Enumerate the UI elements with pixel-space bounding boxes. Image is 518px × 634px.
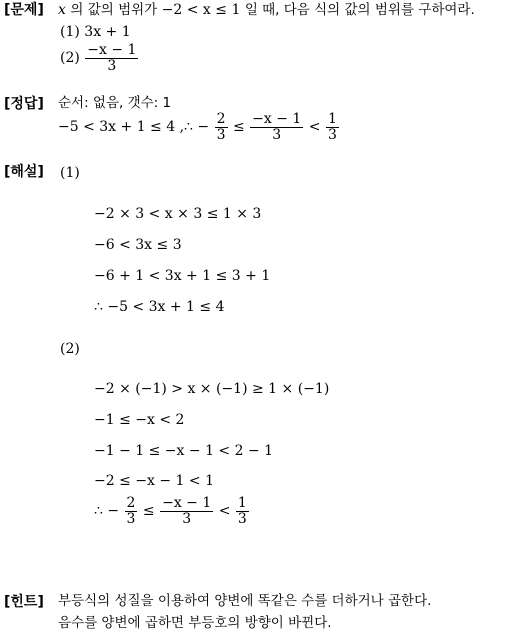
- problem-item-1: [60, 24, 131, 40]
- final-fraction-2: [160, 496, 213, 526]
- answer-fraction-2-num: −x − 1: [252, 111, 302, 127]
- answer-text: 순서: 없음, 갯수: 1: [58, 95, 172, 111]
- final-fraction-1: [125, 496, 138, 526]
- answer-label: [정답]: [4, 96, 44, 112]
- answer-fraction-1-num: 2: [216, 111, 226, 127]
- answer-fraction-3: [326, 112, 339, 142]
- item-1-expression: 3x + 1: [84, 24, 131, 40]
- solution-step: −2 ≤ −x − 1 < 1: [94, 473, 214, 489]
- hint-line-2: 음수를 양변에 곱하면 부등호의 방향이 바뀐다.: [58, 615, 332, 631]
- problem-question: [58, 2, 475, 19]
- item-2-numerator: −x − 1: [87, 42, 137, 58]
- question-variable: x: [58, 2, 66, 18]
- item-2-denominator: 3: [107, 57, 117, 74]
- question-text-1: 의 값의 범위가: [70, 2, 158, 18]
- answer-fraction-1: [215, 112, 228, 142]
- answer-lt-sign: <: [308, 119, 321, 136]
- hint-line-1: 부등식의 성질을 이용하여 양변에 똑같은 수를 더하거나 곱한다.: [58, 593, 432, 609]
- final-prefix: ∴ −: [94, 503, 120, 520]
- solution-part-2-number: (2): [60, 341, 80, 357]
- problem-label: [문제]: [4, 2, 44, 18]
- solution-step: −6 + 1 < 3x + 1 ≤ 3 + 1: [94, 268, 271, 284]
- question-condition: −2 < x ≤ 1: [161, 2, 241, 18]
- final-fraction-1-num: 2: [126, 495, 136, 511]
- answer-fraction-2-den: 3: [272, 126, 282, 143]
- answer-le-sign: ≤: [232, 119, 245, 136]
- item-2-number: (2): [60, 50, 80, 67]
- answer-fraction-3-num: 1: [327, 111, 337, 127]
- item-1-number: (1): [60, 24, 80, 40]
- answer-fraction-3-den: 3: [327, 126, 337, 143]
- solution-step: −6 < 3x ≤ 3: [94, 237, 182, 253]
- final-fraction-3-den: 3: [237, 510, 247, 527]
- answer-fraction-2: [250, 112, 303, 142]
- question-text-2: 일 때, 다음 식의 값의 범위를 구하여라.: [244, 2, 475, 18]
- final-fraction-1-den: 3: [126, 510, 136, 527]
- answer-inequality: −5 < 3x + 1 ≤ 4 ,∴ −: [58, 119, 210, 136]
- answer-fraction-1-den: 3: [216, 126, 226, 143]
- final-le-sign: ≤: [142, 503, 155, 520]
- solution-step: ∴ −5 < 3x + 1 ≤ 4: [94, 299, 225, 315]
- solution-step: −2 × (−1) > x × (−1) ≥ 1 × (−1): [94, 381, 330, 397]
- answer-line: [58, 112, 340, 142]
- solution-part-1-number: (1): [60, 165, 80, 181]
- final-fraction-2-den: 3: [182, 510, 192, 527]
- final-fraction-2-num: −x − 1: [162, 495, 212, 511]
- final-fraction-3-num: 1: [237, 495, 247, 511]
- solution-step: −1 ≤ −x < 2: [94, 412, 185, 428]
- solution-step: −1 − 1 ≤ −x − 1 < 2 − 1: [94, 443, 274, 459]
- hint-label: [힌트]: [4, 594, 44, 610]
- item-2-fraction: [85, 43, 138, 73]
- problem-item-2: [60, 43, 139, 73]
- final-lt-sign: <: [218, 503, 231, 520]
- solution-final-line: [94, 496, 250, 526]
- solution-label: [해설]: [4, 164, 44, 180]
- solution-step: −2 × 3 < x × 3 ≤ 1 × 3: [94, 206, 262, 222]
- final-fraction-3: [236, 496, 249, 526]
